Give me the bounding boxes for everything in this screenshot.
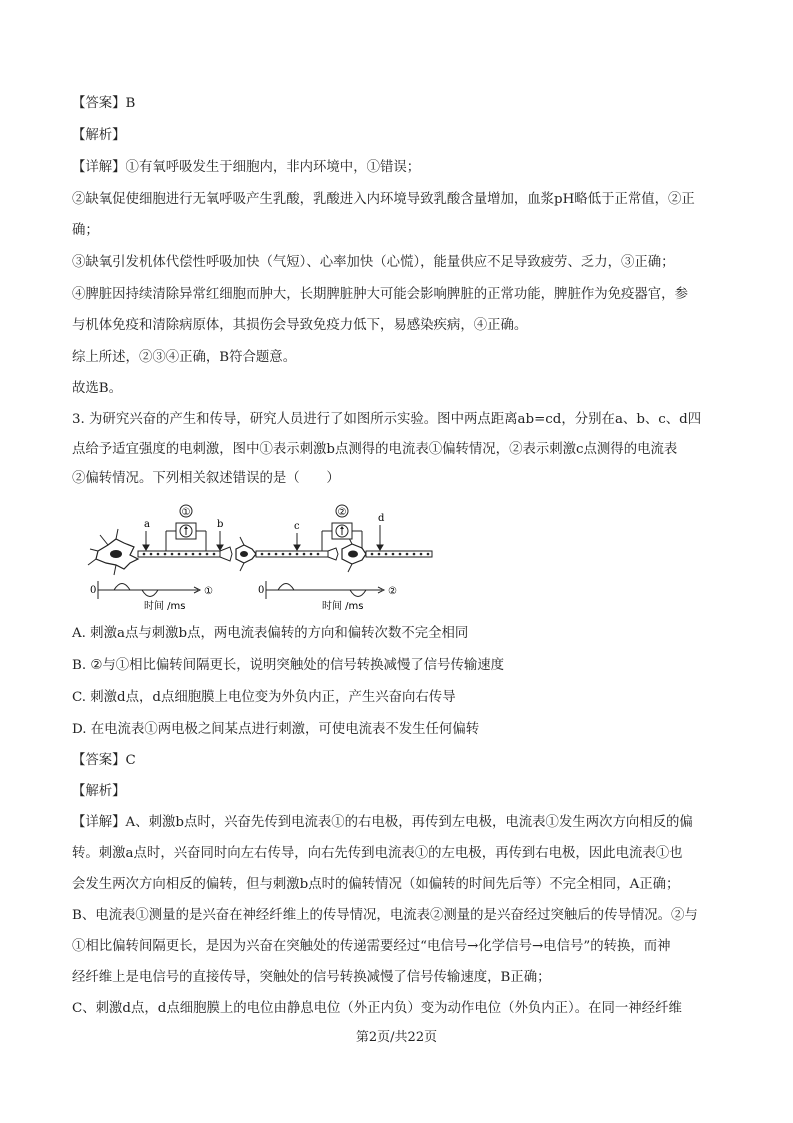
time-axis-label: 时间 /ms — [322, 601, 364, 612]
time-axis-label: 时间 /ms — [144, 601, 186, 612]
option-b: B. ②与①相比偏转间隔更长，说明突触处的信号转换减慢了信号传输速度 — [72, 658, 505, 673]
detail-line: 确； — [72, 223, 99, 238]
myelin-dots — [261, 553, 320, 556]
answer-label-1: 【答案】B — [72, 96, 136, 111]
waveform-2-label: ② — [388, 586, 397, 597]
explanation-line: 【详解】A、刺激b点时，兴奋先传到电流表①的右电极，再传到左电极，电流表①发生两次方向相反的偏 — [72, 815, 693, 830]
explanation-line: C、刺激d点，d点细胞膜上的电位由静息电位（外正内负）变为动作电位（外负内正）。在同一神经纤维 — [72, 1001, 682, 1016]
question-3-stem: 点给予适宜强度的电刺激，图中①表示刺激b点测得的电流表①偏转情况，②表示刺激c点测得的电流表 — [72, 442, 678, 457]
answer-label-3: 【答案】C — [72, 753, 136, 768]
question-3-stem: 3. 为研究兴奋的产生和传导，研究人员进行了如图所示实验。图中两点距离ab=cd，分别在a、b、c、d四 — [72, 412, 702, 427]
explanation-line: 经纤维上是电信号的直接传导，突触处的信号转换减慢了信号传输速度，B正确； — [72, 970, 551, 985]
question-3-stem: ②偏转情况。下列相关叙述错误的是（ ） — [72, 471, 340, 486]
meter-1-label: ① — [181, 507, 191, 518]
analysis-label-3: 【解析】 — [72, 784, 126, 799]
explanation-line: 转。刺激a点时，兴奋同时向左右传导，向右先传到电流表①的左电极，再传到右电极，因此电流表①也 — [72, 846, 683, 861]
detail-line: ④脾脏因持续清除异常红细胞而肿大，长期脾脏肿大可能会影响脾脏的正常功能，脾脏作为免疫器官，参 — [72, 287, 688, 302]
explanation-line: B、电流表①测量的是兴奋在神经纤维上的传导情况，电流表②测量的是兴奋经过突触后的传导情况。②与 — [72, 908, 698, 923]
current-meter-2 — [322, 505, 362, 551]
waveform-1-label: ① — [204, 586, 213, 597]
detail-line: 综上所述，②③④正确，B符合题意。 — [72, 350, 297, 365]
point-c-label: c — [294, 521, 300, 532]
detail-line: 故选B。 — [72, 381, 123, 396]
neuron-cell-body — [236, 537, 256, 571]
neuron-experiment-figure — [86, 503, 446, 613]
waveform-graph-1 — [90, 581, 213, 612]
option-a: A. 刺激a点与刺激b点，两电流表偏转的方向和偏转次数不完全相同 — [72, 626, 469, 641]
analysis-label-1: 【解析】 — [72, 128, 126, 143]
option-c: C. 刺激d点，d点细胞膜上电位变为外负内正，产生兴奋向右传导 — [72, 690, 456, 705]
page-footer: 第2页/共22页 — [355, 1030, 438, 1045]
waveform-graph-2 — [258, 581, 397, 612]
origin-label: 0 — [258, 585, 265, 596]
point-b-label: b — [217, 519, 224, 530]
detail-line: 与机体免疫和清除病原体，其损伤会导致免疫力低下，易感染疾病，④正确。 — [72, 318, 528, 333]
detail-line: ③缺氧引发机体代偿性呼吸加快（气短）、心率加快（心慌），能量供应不足导致疲劳、乏力，③正确； — [72, 255, 675, 270]
origin-label: 0 — [90, 585, 97, 596]
myelin-dots — [371, 553, 430, 556]
detail-line: 【详解】①有氧呼吸发生于细胞内，非内环境中，①错误； — [72, 160, 421, 175]
meter-2-label: ② — [337, 507, 347, 518]
explanation-line: ①相比偏转间隔更长，是因为兴奋在突触处的传递需要经过“电信号→化学信号→电信号”的转换，而神 — [72, 939, 671, 954]
explanation-line: 会发生两次方向相反的偏转，但与刺激b点时的偏转情况（如偏转的时间先后等）不完全相同，A正确； — [72, 877, 680, 892]
point-d-label: d — [378, 513, 385, 524]
current-meter-1 — [166, 505, 206, 551]
neuron-cell-body — [88, 529, 138, 575]
option-d: D. 在电流表①两电极之间某点进行刺激，可使电流表不发生任何偏转 — [72, 722, 480, 737]
point-a-label: a — [144, 519, 150, 530]
detail-line: ②缺氧促使细胞进行无氧呼吸产生乳酸，乳酸进入内环境导致乳酸含量增加，血浆pH略低于正常值，②正 — [72, 192, 695, 207]
